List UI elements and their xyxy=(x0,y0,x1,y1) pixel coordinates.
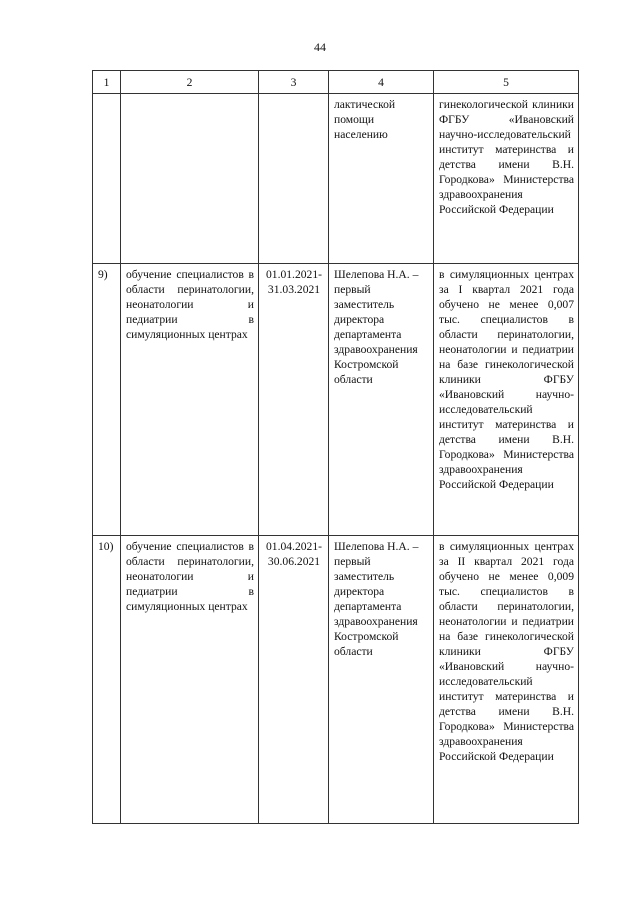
table-header-row xyxy=(93,71,579,94)
page-number: 44 xyxy=(314,40,326,54)
period-cell: 01.04.2021-30.06.2021 xyxy=(259,536,329,824)
table-row xyxy=(93,264,579,536)
result-cell: в симуляционных центрах за II квартал 2021 года обучено не менее 0,009 тыс. специалистов в области перинатологии, неонатологии и педиатрии на базе гинекологической клиники ФГБУ «Ивановский научно-исследовательский институт материнства и детства имени В.Н. Городкова» Министерства здравоохранения Российской Федерации xyxy=(434,536,579,824)
period-cell: 01.01.2021-31.03.2021 xyxy=(259,264,329,536)
responsible-cell: Шелепова Н.А. – первый заместитель директора департамента здравоохранения Костромской области xyxy=(329,264,434,536)
period-cell xyxy=(259,94,329,264)
row-number: 9) xyxy=(93,264,121,536)
result-cell: в симуляционных центрах за I квартал 2021 года обучено не менее 0,007 тыс. специалистов в области перинатологии, неонатологии и педиатрии на базе гинекологической клиники ФГБУ «Ивановский научно-исследовательский институт материнства и детства имени В.Н. Городкова» Министерства здравоохранения Российской Федерации xyxy=(434,264,579,536)
plan-table xyxy=(92,70,579,824)
responsible-cell: лактической помощи населению xyxy=(329,94,434,264)
event-cell: обучение специалистов в области перинатологии, неонатологии и педиатрии в симуляционных центрах xyxy=(121,264,259,536)
table-row xyxy=(93,94,579,264)
event-cell xyxy=(121,94,259,264)
column-header: 2 xyxy=(121,71,259,94)
row-number: 10) xyxy=(93,536,121,824)
column-header: 3 xyxy=(259,71,329,94)
column-header: 4 xyxy=(329,71,434,94)
responsible-cell: Шелепова Н.А. – первый заместитель директора департамента здравоохранения Костромской области xyxy=(329,536,434,824)
column-header: 1 xyxy=(93,71,121,94)
result-cell: гинекологической клиники ФГБУ «Ивановский научно-исследовательский институт материнства и детства имени В.Н. Городкова» Министерства здравоохранения Российской Федерации xyxy=(434,94,579,264)
event-cell: обучение специалистов в области перинатологии, неонатологии и педиатрии в симуляционных центрах xyxy=(121,536,259,824)
column-header: 5 xyxy=(434,71,579,94)
table-row xyxy=(93,536,579,824)
row-number xyxy=(93,94,121,264)
